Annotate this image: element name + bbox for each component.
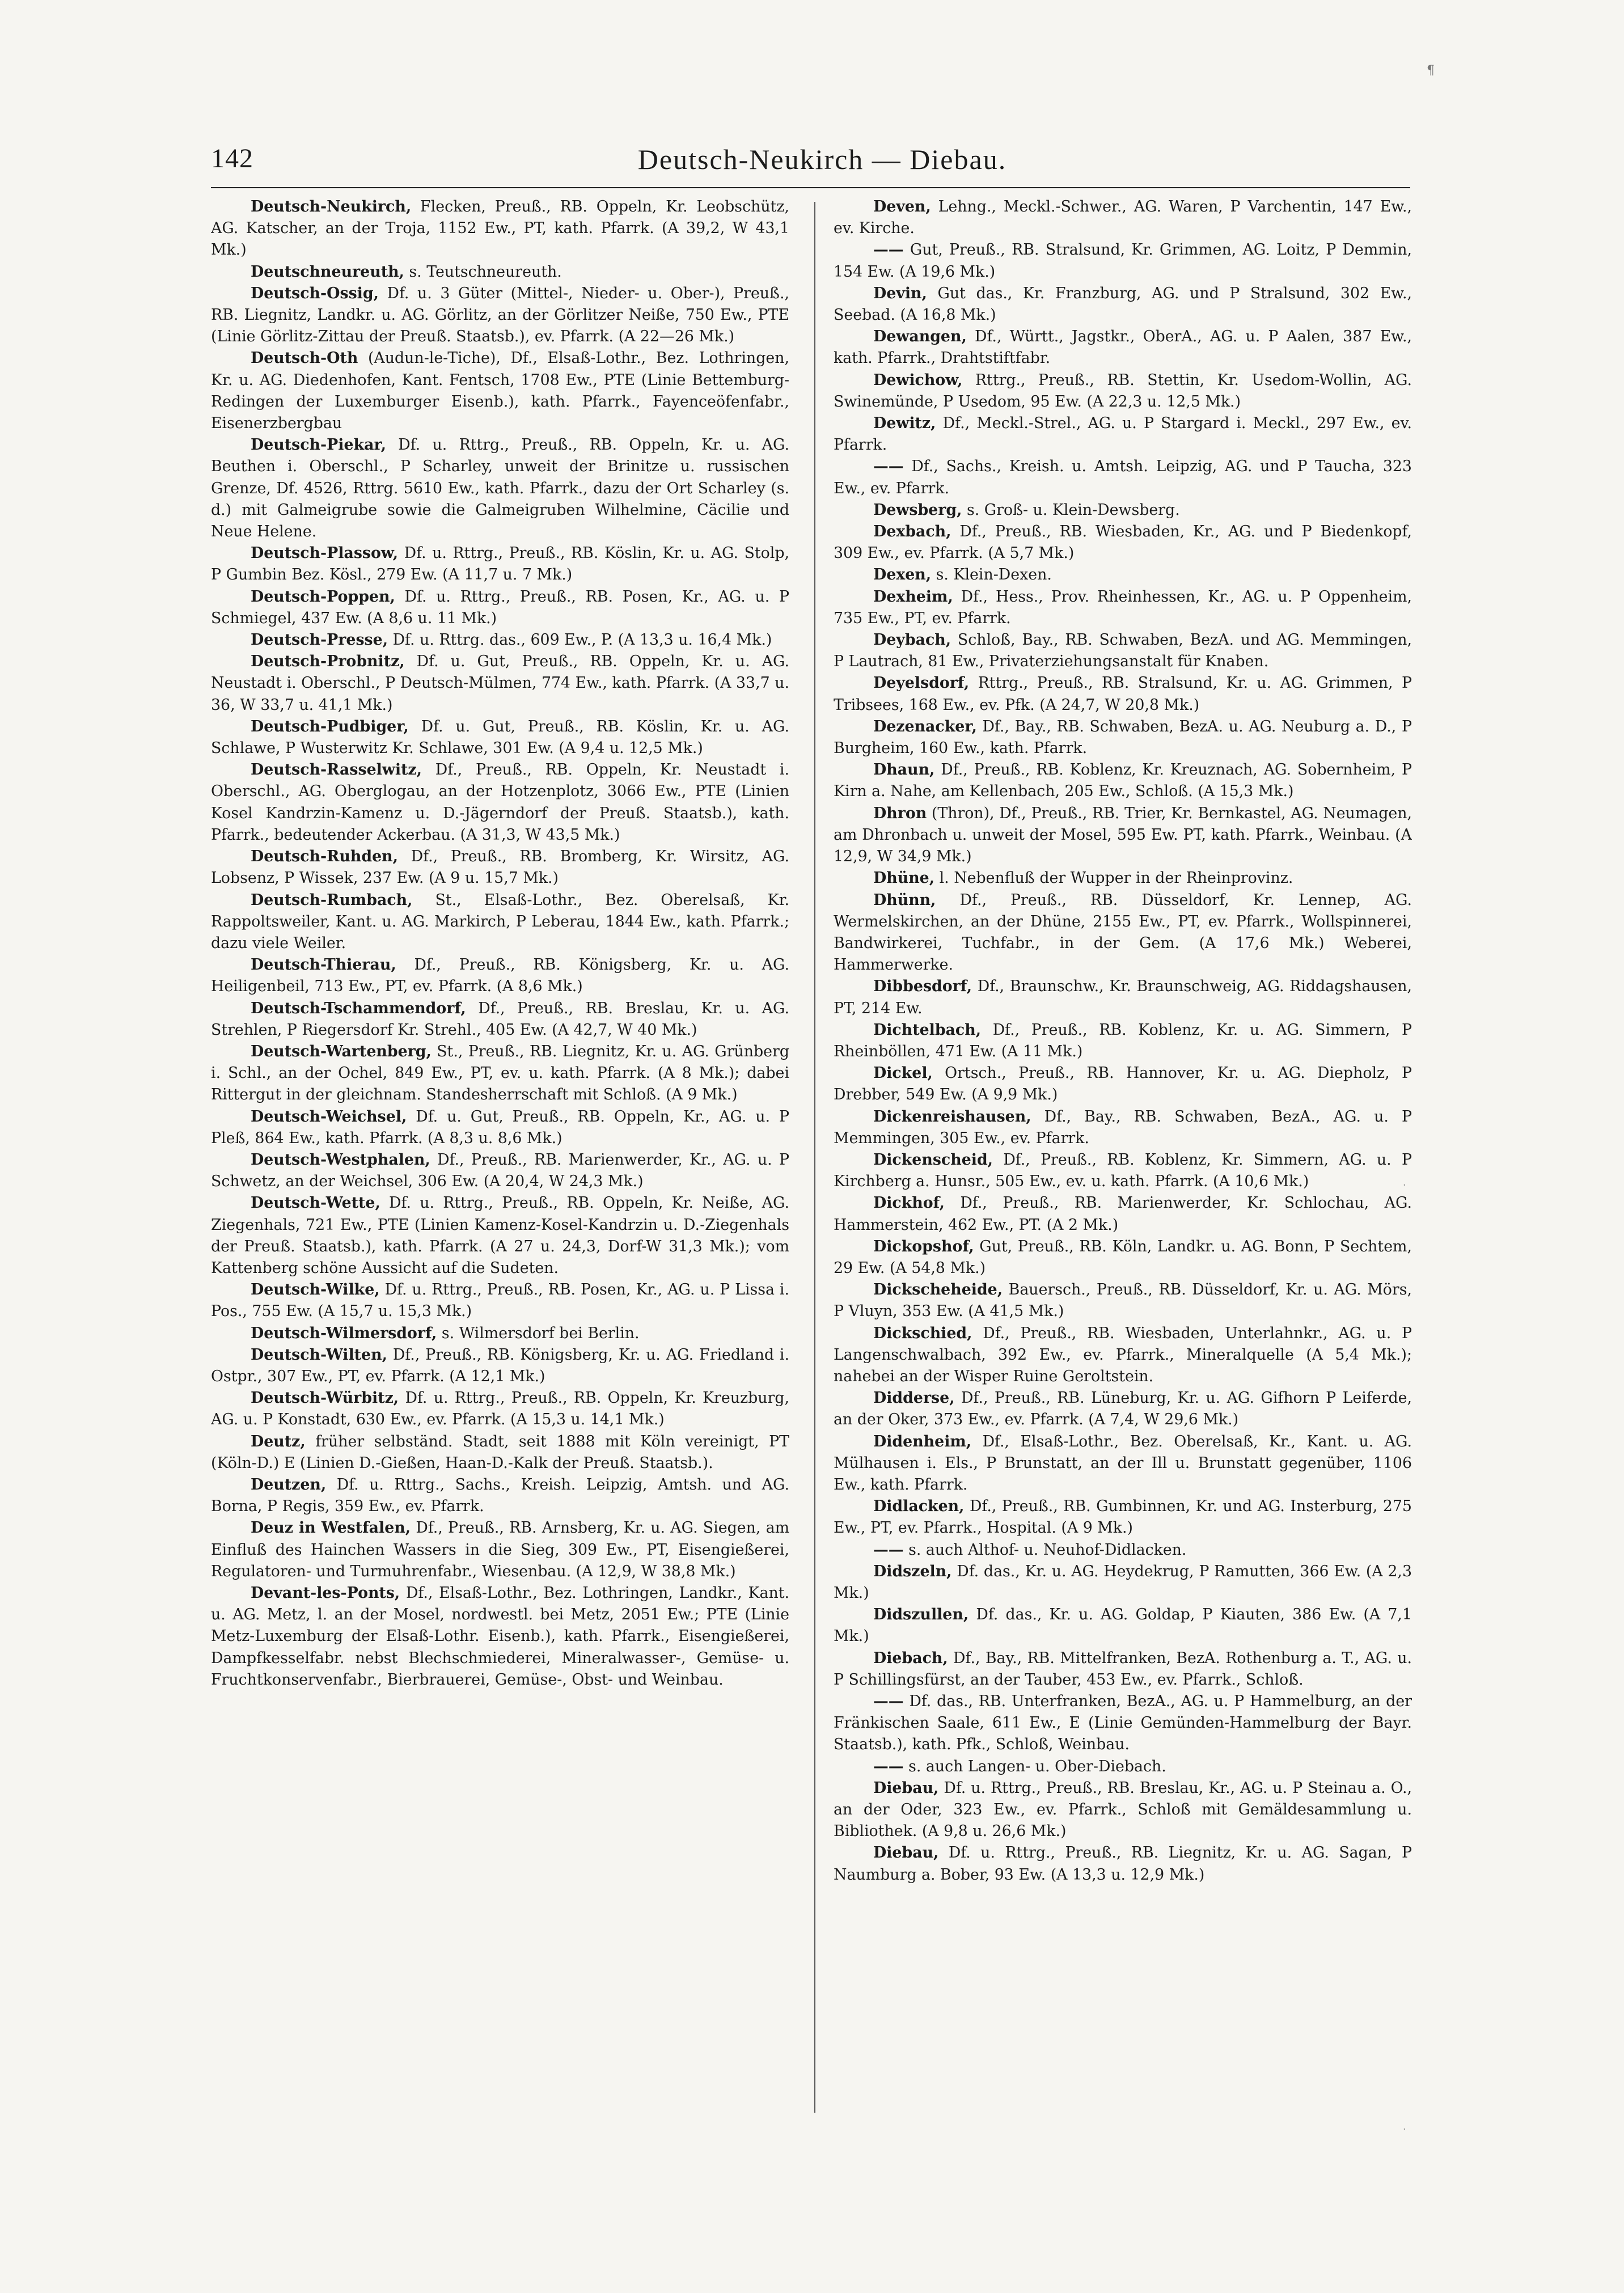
gazetteer-entry <box>211 348 789 434</box>
gazetteer-entry <box>834 1019 1412 1063</box>
gazetteer-entry <box>211 1474 789 1517</box>
gazetteer-entry <box>834 890 1412 976</box>
gazetteer-entry <box>211 1583 789 1691</box>
entry-text: Df., Elsaß-Lothr., Bez. Lothringen, Landkr., Kant. u. AG. Metz, l. an der Mosel, nordwestl. bei Metz, 2051 Ew.; PTE (Linie Metz-Luxemburg der Elsaß-Lothr. Eisenb.), kath. Pfarrk., Eisengießerei, Dampfkesselfabr. nebst Blechschmiederei, Mineralwasser-, Gemüse- u. Fruchtkonservenfabr., Bierbrauerei, Gemüse-, Obst- und Weinbau. <box>211 1584 789 1689</box>
gazetteer-entry <box>211 1387 789 1431</box>
entry-text: Df., Preuß., RB. Wiesbaden, Kr., AG. und P Biedenkopf, 309 Ew., ev. Pfarrk. (A 5,7 Mk.) <box>834 523 1412 562</box>
entry-text: Df., Elsaß-Lothr., Bez. Oberelsaß, Kr., Kant. u. AG. Mülhausen i. Els., P Brunstatt, an der Ill u. Brunstatt gegenüber, 1106 Ew., kath. Pfarrk. <box>834 1432 1412 1494</box>
gazetteer-entry <box>211 543 789 586</box>
entry-headword: Deutsch-Westphalen, <box>251 1150 430 1169</box>
entry-headword: Dhünn, <box>873 891 936 909</box>
column-divider <box>814 202 815 2113</box>
entry-headword: Deyelsdorf, <box>873 674 970 692</box>
entry-headword: Didlacken, <box>873 1497 965 1516</box>
entry-headword: Didenheim, <box>873 1432 972 1450</box>
entry-text: Df., Braunschw., Kr. Braunschweig, AG. Riddagshausen, PT, 214 Ew. <box>834 978 1412 1017</box>
entry-headword: Dexheim, <box>873 587 953 606</box>
gazetteer-entry <box>834 1842 1412 1885</box>
entry-text: St., Preuß., RB. Liegnitz, Kr. u. AG. Grünberg i. Schl., an der Ochel, 849 Ew., PT, ev. u. kath. Pfarrk. (A 8 Mk.); dabei Rittergut in der gleichnam. Standesherrschaft mit Schloß. (A 9 Mk.) <box>211 1042 789 1104</box>
entry-text: Df., Preuß., RB. Koblenz, Kr. Simmern, AG. u. P Kirchberg a. Hunsr., 505 Ew., ev. u. kath. Pfarrk. (A 10,6 Mk.) <box>834 1150 1412 1191</box>
entry-headword: Deutsch-Wilmersdorf, <box>251 1324 437 1342</box>
entry-headword: Dhüne, <box>873 869 935 887</box>
entry-headword: Dickschied, <box>873 1324 972 1342</box>
entry-text: s. Groß- u. Klein-Dewsberg. <box>966 501 1180 519</box>
gazetteer-entry <box>211 1431 789 1474</box>
entry-headword: Deutsch-Neukirch, <box>251 198 412 215</box>
entry-headword: Deutzen, <box>251 1475 327 1494</box>
entry-text: Df. u. Rttrg., Sachs., Kreish. Leipzig, Amtsh. und AG. Borna, P Regis, 359 Ew., ev. Pfarrk. <box>211 1475 789 1516</box>
gazetteer-entry <box>834 564 1412 586</box>
entry-headword: Dibbesdorf, <box>873 978 972 996</box>
gazetteer-entry <box>211 1279 789 1322</box>
entry-text: Df. u. Rttrg., Preuß., RB. Oppeln, Kr. u. AG. Beuthen i. Oberschl., P Scharley, unweit der Brinitze u. russischen Grenze, Df. 4526, Rttrg. 5610 Ew., kath. Pfarrk., dazu der Ort Scharley (s. d.) mit Galmeigrube sowie die Galmeigruben Wilhelmine, Cäcilie und Neue Helene. <box>211 436 789 541</box>
gazetteer-entry <box>834 521 1412 564</box>
entry-headword: Deutsch-Oth <box>251 349 358 367</box>
entry-text: Gut, Preuß., RB. Stralsund, Kr. Grimmen, AG. Loitz, P Demmin, 154 Ew. (A 19,6 Mk.) <box>834 241 1412 281</box>
entry-headword: Deutsch-Poppen, <box>251 587 395 606</box>
entry-headword: Dhron <box>873 804 927 822</box>
entry-text: Df., Bay., RB. Schwaben, BezA. u. AG. Neuburg a. D., P Burgheim, 160 Ew., kath. Pfarrk. <box>834 717 1412 758</box>
gazetteer-entry <box>211 261 789 283</box>
entry-text: Df. u. 3 Güter (Mittel-, Nieder- u. Ober-), Preuß., RB. Liegnitz, Landkr. u. AG. Görlitz, an der Görlitzer Neiße, 750 Ew., PTE (Linie Görlitz-Zittau der Preuß. Staatsb.), ev. Pfarrk. (A 22—26 Mk.) <box>211 284 789 346</box>
entry-text: Df., Preuß., RB. Lüneburg, Kr. u. AG. Gifhorn P Leiferde, an der Oker, 373 Ew., ev. Pfarrk. (A 7,4, W 29,6 Mk.) <box>834 1389 1412 1429</box>
entry-text: Df., Preuß., RB. Breslau, Kr. u. AG. Strehlen, P Riegersdorf Kr. Strehl., 405 Ew. (A 42,7, W 40 Mk.) <box>211 999 789 1039</box>
entry-headword: Didszullen, <box>873 1606 969 1624</box>
entry-headword: Dickenreishausen, <box>873 1107 1031 1126</box>
gazetteer-entry <box>834 1604 1412 1647</box>
gazetteer-entry <box>211 846 789 889</box>
entry-headword: Diebach, <box>873 1649 948 1667</box>
entry-text: Df., Preuß., RB. Marienwerder, Kr. Schlochau, AG. Hammerstein, 462 Ew., PT. (A 2 Mk.) <box>834 1194 1412 1234</box>
entry-headword: Devant-les-Ponts, <box>251 1584 400 1602</box>
entry-text: Df., Württ., Jagstkr., OberA., AG. u. P Aalen, 387 Ew., kath. Pfarrk., Drahtstiftfabr. <box>834 328 1412 367</box>
gazetteer-entry <box>834 1431 1412 1496</box>
entry-text: Df., Meckl.-Strel., AG. u. P Stargard i. Meckl., 297 Ew., ev. Pfarrk. <box>834 414 1412 454</box>
entry-headword: —— <box>873 1757 904 1775</box>
entry-headword: Dickhof, <box>873 1194 945 1212</box>
entry-headword: Dewitz, <box>873 414 936 433</box>
entry-text: Df. u. Gut, Preuß., RB. Oppeln, Kr. u. AG. Neustadt i. Oberschl., P Deutsch-Mülmen, 774 Ew., kath. Pfarrk. (A 33,7 u. 36, W 33,7 u. 41,1 Mk.) <box>211 653 789 714</box>
gazetteer-entry <box>834 1063 1412 1106</box>
entry-text: Ortsch., Preuß., RB. Hannover, Kr. u. AG. Diepholz, P Drebber, 549 Ew. (A 9,9 Mk.) <box>834 1064 1412 1104</box>
entry-headword: Dexbach, <box>873 523 951 541</box>
gazetteer-entry <box>211 629 789 651</box>
entry-headword: Deutsch-Wilten, <box>251 1346 387 1364</box>
entry-text: Df., Sachs., Kreish. u. Amtsh. Leipzig, AG. und P Taucha, 323 Ew., ev. Pfarrk. <box>834 458 1412 497</box>
gazetteer-entry <box>211 998 789 1041</box>
entry-text: Lehng., Meckl.-Schwer., AG. Waren, P Varchentin, 147 Ew., ev. Kirche. <box>834 198 1412 238</box>
entry-headword: Deutsch-Pudbiger, <box>251 717 409 735</box>
gazetteer-entry <box>834 1496 1412 1539</box>
gazetteer-entry <box>834 370 1412 413</box>
entry-text: Rttrg., Preuß., RB. Stettin, Kr. Usedom-Wollin, AG. Swinemünde, P Usedom, 95 Ew. (A 22,3 u. 12,5 Mk.) <box>834 371 1412 411</box>
entry-text: Df. u. Rttrg., Preuß., RB. Liegnitz, Kr. u. AG. Sagan, P Naumburg a. Bober, 93 Ew. (A 13,3 u. 12,9 Mk.) <box>834 1844 1412 1884</box>
entry-text: Df. u. Rttrg., Preuß., RB. Oppeln, Kr. Kreuzburg, AG. u. P Konstadt, 630 Ew., ev. Pfarrk. (A 15,3 u. 14,1 Mk.) <box>211 1389 789 1429</box>
entry-text: Df., Preuß., RB. Gumbinnen, Kr. und AG. Insterburg, 275 Ew., PT, ev. Pfarrk., Hospital. (A 9 Mk.) <box>834 1497 1412 1537</box>
scan-dot: · <box>1403 2123 1406 2135</box>
entry-headword: Deutsch-Probnitz, <box>251 653 405 671</box>
entry-headword: Dexen, <box>873 566 932 584</box>
entry-text: Bauersch., Preuß., RB. Düsseldorf, Kr. u. AG. Mörs, P Vluyn, 353 Ew. (A 41,5 Mk.) <box>834 1281 1412 1321</box>
gazetteer-entry <box>211 759 789 846</box>
entry-text: Rttrg., Preuß., RB. Stralsund, Kr. u. AG. Grimmen, P Tribsees, 168 Ew., ev. Pfk. (A 24,7, W 20,8 Mk.) <box>834 674 1412 714</box>
gazetteer-entry <box>211 283 789 348</box>
entry-text: (Thron), Df., Preuß., RB. Trier, Kr. Bernkastel, AG. Neumagen, am Dhronbach u. unweit der Mosel, 595 Ew. PT, kath. Pfarrk., Weinbau. (A 12,9, W 34,9 Mk.) <box>834 804 1412 866</box>
entry-text: Df., Preuß., RB. Marienwerder, Kr., AG. u. P Schwetz, an der Weichsel, 306 Ew. (A 20,4, W 24,3 Mk.) <box>211 1150 789 1191</box>
gazetteer-entry <box>211 1041 789 1106</box>
gazetteer-entry <box>834 586 1412 629</box>
entry-headword: Dewangen, <box>873 328 967 346</box>
entry-headword: Deuz in Westfalen, <box>251 1519 411 1537</box>
gazetteer-entry <box>211 716 789 759</box>
header-rule <box>211 187 1410 188</box>
entry-text: Df. u. Rttrg., Preuß., RB. Oppeln, Kr. Neiße, AG. Ziegenhals, 721 Ew., PTE (Linien Kamenz-Kosel-Kandrzin u. D.-Ziegenhals der Preuß. Staatsb.), kath. Pfarrk. (A 27 u. 24,3, Dorf-W 31,3 Mk.); vom Kattenberg schöne Aussicht auf die Sudeten. <box>211 1194 789 1277</box>
entry-text: früher selbständ. Stadt, seit 1888 mit Köln vereinigt, PT (Köln-D.) E (Linien D.-Gießen, Haan-D.-Kalk der Preuß. Staatsb.). <box>211 1432 789 1472</box>
gazetteer-entry <box>834 1561 1412 1604</box>
gazetteer-entry <box>211 1344 789 1387</box>
entry-headword: Deutsch-Plassow, <box>251 544 399 562</box>
entry-headword: Dichtelbach, <box>873 1021 982 1039</box>
page-number: 142 <box>211 143 253 174</box>
entry-text: Df. u. Gut, Preuß., RB. Oppeln, Kr., AG. u. P Pleß, 864 Ew., kath. Pfarrk. (A 8,3 u. 8,6 Mk.) <box>211 1107 789 1147</box>
entry-text: (Audun-le-Tiche), Df., Elsaß-Lothr., Bez. Lothringen, Kr. u. AG. Diedenhofen, Kant. Fentsch, 1708 Ew., PTE (Linie Bettemburg-Redingen der Luxemburger Eisenb.), kath. Pfarrk., Fayenceöfenfabr., Eisenerzbergbau <box>211 349 789 433</box>
entry-headword: Deutsch-Ossig, <box>251 284 379 302</box>
entry-text: Df. das., Kr. u. AG. Heydekrug, P Ramutten, 366 Ew. (A 2,3 Mk.) <box>834 1562 1412 1602</box>
entry-text: Df., Preuß., RB. Königsberg, Kr. u. AG. Friedland i. Ostpr., 307 Ew., PT, ev. Pfarrk. (A 12,1 Mk.) <box>211 1346 789 1385</box>
entry-text: l. Nebenfluß der Wupper in der Rheinprovinz. <box>939 869 1293 887</box>
entry-headword: Dezenacker, <box>873 717 977 735</box>
gazetteer-entry <box>211 890 789 955</box>
corner-mark: ¶ <box>1427 64 1435 78</box>
gazetteer-entry <box>834 759 1412 802</box>
entry-headword: —— <box>873 1693 904 1711</box>
gazetteer-entry <box>834 1387 1412 1431</box>
entry-headword: Deutsch-Ruhden, <box>251 848 398 866</box>
entry-headword: Dewichow, <box>873 371 963 389</box>
entry-headword: Dhaun, <box>873 761 935 779</box>
entry-text: s. Teutschneureuth. <box>409 263 562 281</box>
gazetteer-entry <box>211 434 789 543</box>
entry-text: Df. das., Kr. u. AG. Goldap, P Kiauten, 386 Ew. (A 7,1 Mk.) <box>834 1606 1412 1645</box>
entry-headword: Deutsch-Wilke, <box>251 1281 380 1299</box>
entry-text: Df., Preuß., RB. Wiesbaden, Unterlahnkr., AG. u. P Langenschwalbach, 392 Ew., ev. Pfarrk., Mineralquelle (A 5,4 Mk.); nahebei an der Wisper Ruine Geroltstein. <box>834 1324 1412 1385</box>
gazetteer-entry <box>834 456 1412 499</box>
entry-text: Df. u. Rttrg., Preuß., RB. Breslau, Kr., AG. u. P Steinau a. O., an der Oder, 323 Ew., ev. Pfarrk., Schloß mit Gemäldesammlung u. Bibliothek. (A 9,8 u. 26,6 Mk.) <box>834 1779 1412 1841</box>
gazetteer-entry <box>211 196 789 261</box>
entry-text: Df. u. Rttrg., Preuß., RB. Posen, Kr., AG. u. P Schmiegel, 437 Ew. (A 8,6 u. 11 Mk.) <box>211 587 789 627</box>
entry-headword: Deutsch-Rumbach, <box>251 891 413 909</box>
gazetteer-entry <box>834 1778 1412 1843</box>
gazetteer-entry <box>211 954 789 997</box>
entry-headword: Deutsch-Tschammendorf, <box>251 999 466 1017</box>
gazetteer-entry <box>211 1323 789 1344</box>
gazetteer-entry <box>834 1691 1412 1756</box>
gazetteer-entry <box>211 1517 789 1583</box>
gazetteer-entry <box>834 1149 1412 1192</box>
entry-text: Df., Preuß., RB. Koblenz, Kr. u. AG. Simmern, P Rheinböllen, 471 Ew. (A 11 Mk.) <box>834 1021 1412 1060</box>
entry-text: Df. u. Rttrg., Preuß., RB. Köslin, Kr. u. AG. Stolp, P Gumbin Bez. Kösl., 279 Ew. (A 11,7 u. 7 Mk.) <box>211 544 789 584</box>
gazetteer-entry <box>834 196 1412 239</box>
entry-headword: —— <box>873 241 904 259</box>
entry-headword: Deutsch-Presse, <box>251 631 388 649</box>
entry-text: Df. u. Rttrg., Preuß., RB. Posen, Kr., AG. u. P Lissa i. Pos., 755 Ew. (A 15,7 u. 15,3 Mk.) <box>211 1281 789 1321</box>
gazetteer-entry <box>834 1648 1412 1691</box>
entry-headword: Deven, <box>873 198 931 215</box>
entry-text: Flecken, Preuß., RB. Oppeln, Kr. Leobschütz, AG. Katscher, an der Troja, 1152 Ew., PT, kath. Pfarrk. (A 39,2, W 43,1 Mk.) <box>211 198 789 259</box>
entry-headword: Devin, <box>873 284 927 302</box>
gazetteer-entry <box>834 1106 1412 1149</box>
gazetteer-entry <box>211 586 789 629</box>
gazetteer-entry <box>834 500 1412 521</box>
entry-text: Df. u. Rttrg. das., 609 Ew., P. (A 13,3 u. 16,4 Mk.) <box>392 631 772 649</box>
entry-text: Df., Preuß., RB. Oppeln, Kr. Neustadt i. Oberschl., AG. Oberglogau, an der Hotzenplotz, 3066 Ew., PTE (Linien Kosel Kandrzin-Kamenz u. D.-Jägerndorf der Preuß. Staatsb.), kath. Pfarrk., bedeutender Ackerbau. (A 31,3, W 43,5 Mk.) <box>211 761 789 844</box>
gazetteer-entry <box>834 1323 1412 1388</box>
entry-headword: Dickopshof, <box>873 1237 974 1255</box>
gazetteer-entry <box>834 283 1412 326</box>
gazetteer-entry <box>211 1192 789 1279</box>
gazetteer-entry <box>834 1539 1412 1561</box>
entry-headword: Dickscheheide, <box>873 1281 1003 1299</box>
gazetteer-entry <box>834 326 1412 369</box>
entry-text: Schloß, Bay., RB. Schwaben, BezA. und AG. Memmingen, P Lautrach, 81 Ew., Privaterziehungsanstalt für Knaben. <box>834 631 1412 671</box>
entry-headword: Didszeln, <box>873 1562 952 1580</box>
gazetteer-entry <box>834 1279 1412 1322</box>
gazetteer-entry <box>834 1192 1412 1236</box>
gazetteer-entry <box>834 976 1412 1019</box>
entry-text: Gut das., Kr. Franzburg, AG. und P Stralsund, 302 Ew., Seebad. (A 16,8 Mk.) <box>834 284 1412 324</box>
entry-text: St., Elsaß-Lothr., Bez. Oberelsaß, Kr. Rappoltsweiler, Kant. u. AG. Markirch, P Leberau, 1844 Ew., kath. Pfarrk.; dazu viele Weiler. <box>211 891 789 952</box>
entry-text: s. Klein-Dexen. <box>936 566 1052 584</box>
gazetteer-entry <box>834 868 1412 889</box>
entry-headword: Dewsberg, <box>873 501 962 519</box>
gazetteer-entry <box>834 672 1412 716</box>
gazetteer-entry <box>834 239 1412 282</box>
gazetteer-entry <box>211 1149 789 1192</box>
entry-text: Df. das., RB. Unterfranken, BezA., AG. u. P Hammelburg, an der Fränkischen Saale, 611 Ew., E (Linie Gemünden-Hammelburg der Bayr. Staatsb.), kath. Pfk., Schloß, Weinbau. <box>834 1693 1412 1754</box>
entry-headword: Dickenscheid, <box>873 1150 993 1169</box>
gazetteer-entry <box>834 803 1412 868</box>
entry-headword: Deutz, <box>251 1432 306 1450</box>
entry-headword: Dickel, <box>873 1064 933 1082</box>
entry-headword: Deutsch-Wette, <box>251 1194 380 1212</box>
entry-text: s. Wilmersdorf bei Berlin. <box>441 1324 640 1342</box>
right-column <box>834 196 1412 2118</box>
entry-headword: Diebau, <box>873 1844 939 1862</box>
entry-headword: Deutsch-Thierau, <box>251 956 396 974</box>
entry-text: Df., Preuß., RB. Bromberg, Kr. Wirsitz, AG. Lobsenz, P Wissek, 237 Ew. (A 9 u. 15,7 Mk.) <box>211 848 789 887</box>
gazetteer-entry <box>211 1106 789 1149</box>
entry-headword: Diebau, <box>873 1779 939 1797</box>
gazetteer-entry <box>834 716 1412 759</box>
entry-headword: Deutsch-Weichsel, <box>251 1107 407 1126</box>
gazetteer-entry <box>834 629 1412 672</box>
entry-text: Gut, Preuß., RB. Köln, Landkr. u. AG. Bonn, P Sechtem, 29 Ew. (A 54,8 Mk.) <box>834 1237 1412 1277</box>
entry-headword: —— <box>873 458 904 476</box>
entry-headword: Deutsch-Wartenberg, <box>251 1042 432 1060</box>
running-title: Deutsch-Neukirch — Diebau. <box>637 143 1007 175</box>
entry-text: Df., Preuß., RB. Königsberg, Kr. u. AG. Heiligenbeil, 713 Ew., PT, ev. Pfarrk. (A 8,6 Mk.) <box>211 956 789 996</box>
entry-text: Df., Preuß., RB. Koblenz, Kr. Kreuznach, AG. Sobernheim, P Kirn a. Nahe, am Kellenbach, 205 Ew., Schloß. (A 15,3 Mk.) <box>834 761 1412 801</box>
entry-text: Df., Hess., Prov. Rheinhessen, Kr., AG. u. P Oppenheim, 735 Ew., PT, ev. Pfarrk. <box>834 587 1412 627</box>
entry-headword: Deutsch-Rasselwitz, <box>251 761 422 779</box>
left-column <box>211 196 789 2118</box>
entry-text: Df. u. Gut, Preuß., RB. Köslin, Kr. u. AG. Schlawe, P Wusterwitz Kr. Schlawe, 301 Ew. (A 9,4 u. 12,5 Mk.) <box>211 717 789 758</box>
entry-text: Df., Preuß., RB. Düsseldorf, Kr. Lennep, AG. Wermelskirchen, an der Dhüne, 2155 Ew., PT, ev. Pfarrk., Wollspinnerei, Bandwirkerei, Tuchfabr., in der Gem. (A 17,6 Mk.) Weberei, Hammerwerke. <box>834 891 1412 974</box>
gazetteer-entry <box>834 413 1412 456</box>
entry-text: s. auch Langen- u. Ober-Diebach. <box>908 1757 1166 1775</box>
scan-dot: · <box>1403 1179 1406 1191</box>
gazetteer-entry <box>211 651 789 716</box>
entry-headword: Deutsch-Piekar, <box>251 436 386 454</box>
gazetteer-entry <box>834 1236 1412 1279</box>
entry-headword: —— <box>873 1541 904 1559</box>
entry-text: Df., Preuß., RB. Arnsberg, Kr. u. AG. Siegen, am Einfluß des Hainchen Wassers in die Sieg, 309 Ew., PT, Eisengießerei, Regulatoren- und Turmuhrenfabr., Wiesenbau. (A 12,9, W 38,8 Mk.) <box>211 1519 789 1580</box>
gazetteer-entry <box>834 1756 1412 1778</box>
entry-text: Df., Bay., RB. Schwaben, BezA., AG. u. P Memmingen, 305 Ew., ev. Pfarrk. <box>834 1107 1412 1147</box>
entry-headword: Didderse, <box>873 1389 955 1407</box>
entry-text: s. auch Althof- u. Neuhof-Didlacken. <box>908 1541 1187 1559</box>
entry-text: Df., Bay., RB. Mittelfranken, BezA. Rothenburg a. T., AG. u. P Schillingsfürst, an der Tauber, 453 Ew., ev. Pfarrk., Schloß. <box>834 1649 1412 1689</box>
entry-headword: Deybach, <box>873 631 951 649</box>
entry-headword: Deutschneureuth, <box>251 263 404 281</box>
entry-headword: Deutsch-Würbitz, <box>251 1389 399 1407</box>
